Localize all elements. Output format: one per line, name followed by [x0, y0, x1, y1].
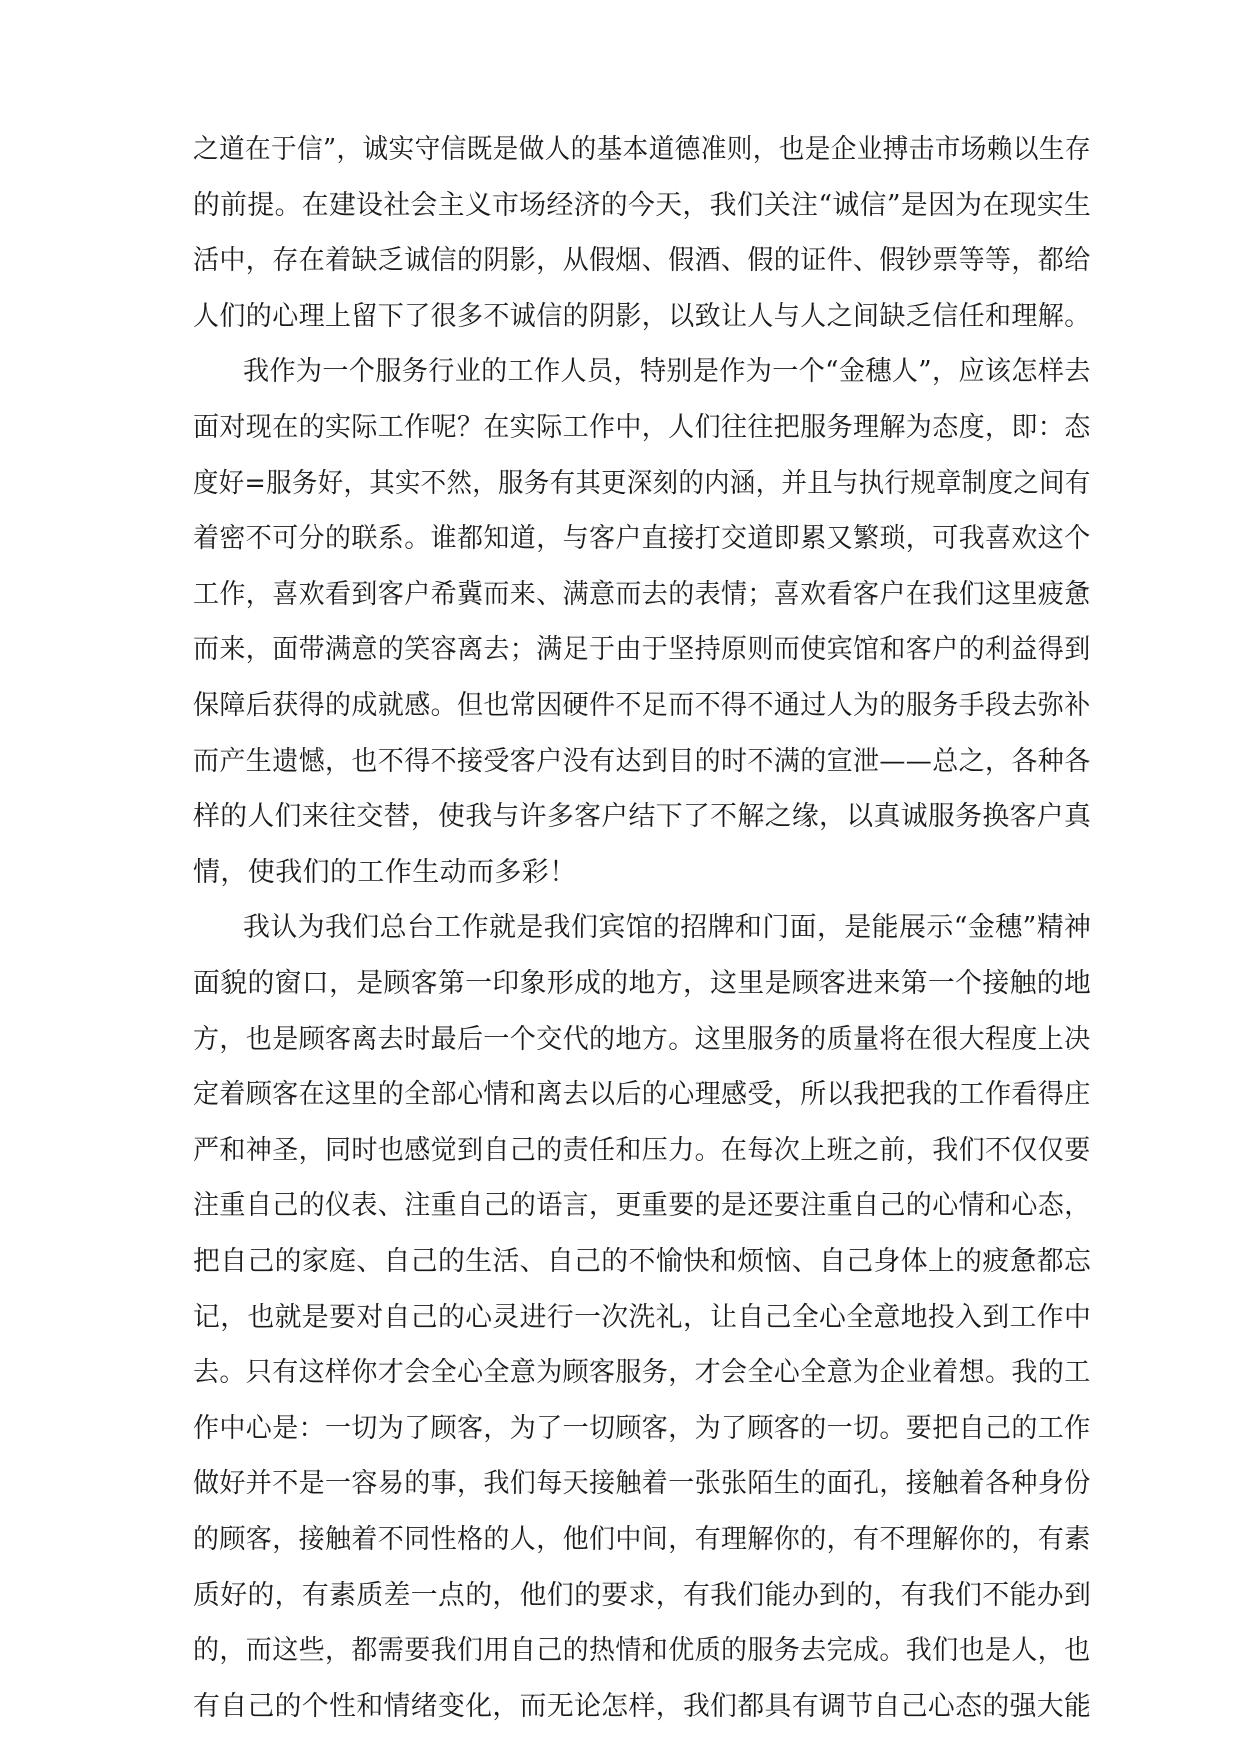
- paragraph-start-line: 我作为一个服务行业的工作人员，特别是作为一个“金穗人”，应该怎样去: [243, 356, 1091, 387]
- text-line: 人们的心理上留下了很多不诚信的阴影，以致让人与人之间缺乏信任和理解。: [193, 301, 1091, 332]
- text-line: 着密不可分的联系。谁都知道，与客户直接打交道即累又繁琐，可我喜欢这个: [193, 523, 1091, 554]
- text-line: 面对现在的实际工作呢？在实际工作中，人们往往把服务理解为态度，即：态: [193, 412, 1091, 443]
- text-line: 而来，面带满意的笑容离去；满足于由于坚持原则而使宾馆和客户的利益得到: [193, 634, 1091, 665]
- text-line: 做好并不是一容易的事，我们每天接触着一张张陌生的面孔，接触着各种身份: [193, 1468, 1091, 1499]
- text-line: 保障后获得的成就感。但也常因硬件不足而不得不通过人为的服务手段去弥补: [193, 690, 1091, 721]
- text-line: 的，而这些，都需要我们用自己的热情和优质的服务去完成。我们也是人，也: [193, 1635, 1091, 1666]
- text-line: 注重自己的仪表、注重自己的语言，更重要的是还要注重自己的心情和心态，: [193, 1190, 1091, 1221]
- text-line: 度好=服务好，其实不然，服务有其更深刻的内涵，并且与执行规章制度之间有: [193, 468, 1091, 499]
- text-line: 面貌的窗口，是顾客第一印象形成的地方，这里是顾客进来第一个接触的地: [193, 968, 1092, 999]
- text-line: 质好的，有素质差一点的，他们的要求，有我们能办到的，有我们不能办到: [193, 1580, 1092, 1611]
- text-line: 而产生遗憾，也不得不接受客户没有达到目的时不满的宣泄——总之，各种各: [193, 746, 1091, 777]
- text-line: 情，使我们的工作生动而多彩！: [193, 857, 577, 888]
- text-line: 工作，喜欢看到客户希冀而来、满意而去的表情；喜欢看客户在我们这里疲惫: [193, 579, 1091, 610]
- paragraph-start-line: 我认为我们总台工作就是我们宾馆的招牌和门面，是能展示“金穗”精神: [243, 912, 1092, 943]
- text-line: 去。只有这样你才会全心全意为顾客服务，才会全心全意为企业着想。我的工: [193, 1357, 1091, 1388]
- text-line: 活中，存在着缺乏诚信的阴影，从假烟、假酒、假的证件、假钞票等等，都给: [193, 245, 1091, 276]
- text-line: 作中心是：一切为了顾客，为了一切顾客，为了顾客的一切。要把自己的工作: [193, 1413, 1091, 1444]
- text-line: 把自己的家庭、自己的生活、自己的不愉快和烦恼、自己身体上的疲惫都忘: [193, 1246, 1092, 1277]
- text-line: 之道在于信”，诚实守信既是做人的基本道德准则，也是企业搏击市场赖以生存: [193, 134, 1091, 165]
- text-line: 的顾客，接触着不同性格的人，他们中间，有理解你的，有不理解你的，有素: [193, 1524, 1091, 1555]
- text-line: 严和神圣，同时也感觉到自己的责任和压力。在每次上班之前，我们不仅仅要: [193, 1135, 1091, 1166]
- text-line: 记，也就是要对自己的心灵进行一次洗礼，让自己全心全意地投入到工作中: [193, 1302, 1092, 1333]
- text-line: 有自己的个性和情绪变化，而无论怎样，我们都具有调节自己心态的强大能: [193, 1691, 1092, 1722]
- text-line: 方，也是顾客离去时最后一个交代的地方。这里服务的质量将在很大程度上决: [193, 1024, 1091, 1055]
- text-line: 样的人们来往交替，使我与许多客户结下了不解之缘，以真诚服务换客户真: [193, 801, 1092, 832]
- text-line: 定着顾客在这里的全部心情和离去以后的心理感受，所以我把我的工作看得庄: [193, 1079, 1091, 1110]
- text-line: 的前提。在建设社会主义市场经济的今天，我们关注“诚信”是因为在现实生: [193, 190, 1092, 221]
